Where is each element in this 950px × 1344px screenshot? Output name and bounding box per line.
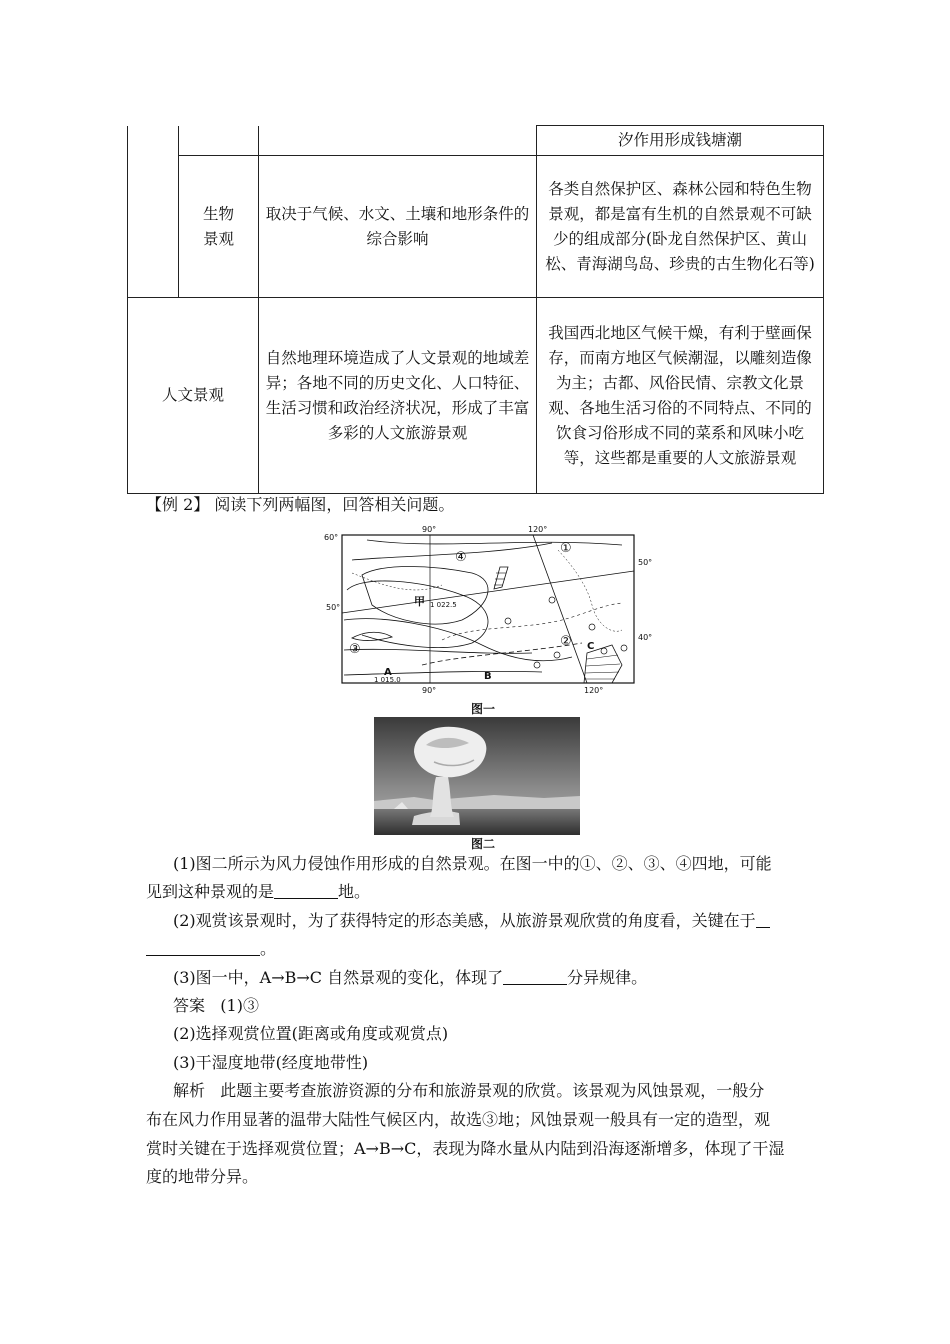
figure-1-caption: 图一 bbox=[471, 702, 496, 716]
point-4: ④ bbox=[455, 550, 467, 565]
table-spacer-cell bbox=[128, 126, 179, 298]
table-cell-cause: 取决于气候、水文、土壤和地形条件的综合影响 bbox=[259, 156, 537, 298]
analysis-text: 赏时关键在于选择观赏位置；A→B→C，表现为降水量从内陆到沿海逐渐增多，体现了干湿 bbox=[146, 1139, 785, 1158]
letter-a: A bbox=[384, 667, 392, 678]
climate-map bbox=[322, 525, 657, 700]
lat-label: 50° bbox=[326, 603, 341, 612]
lon-label: 120° bbox=[584, 686, 604, 695]
analysis-text: 度的地带分异。 bbox=[146, 1167, 259, 1186]
wind-erosion-photo bbox=[374, 717, 580, 835]
lat-label: 50° bbox=[638, 558, 653, 567]
letter-b: B bbox=[484, 671, 492, 682]
question-2-line bbox=[173, 907, 843, 935]
lon-label: 120° bbox=[528, 525, 548, 534]
question-1-line: (1)图二所示为风力侵蚀作用形成的自然景观。在图一中的①、②、③、④四地，可能 bbox=[173, 854, 772, 873]
answer-2: (2)选择观赏位置(距离或角度或观赏点) bbox=[173, 1024, 449, 1043]
answer-blank bbox=[146, 937, 260, 956]
table-cell-cause: 自然地理环境造成了人文景观的地域差异；各地不同的历史文化、人口特征、生活习惯和政治经济状况，形成了丰富多彩的人文旅游景观 bbox=[259, 298, 537, 494]
answer-label: 答案 bbox=[173, 996, 206, 1015]
lon-label: 90° bbox=[422, 686, 437, 695]
question-2-text: 。 bbox=[260, 939, 277, 958]
answer-blank bbox=[503, 966, 567, 985]
figure-2-caption: 图二 bbox=[471, 837, 496, 851]
table-cell-example: 汐作用形成钱塘潮 bbox=[537, 126, 824, 156]
answer-blank bbox=[274, 880, 338, 899]
high-pressure-center: 甲 bbox=[414, 595, 425, 608]
analysis-text: 布在风力作用显著的温带大陆性气候区内，故选③地；风蚀景观一般具有一定的造型，观 bbox=[146, 1110, 771, 1129]
question-1-line bbox=[146, 878, 816, 906]
answer-line bbox=[173, 992, 843, 1020]
answer-3: (3)干湿度地带(经度地带性) bbox=[173, 1053, 369, 1072]
analysis-text: 此题主要考查旅游资源的分布和旅游景观的欣赏。该景观为风蚀景观，一般分 bbox=[220, 1081, 765, 1100]
table-row-label bbox=[179, 156, 259, 298]
lat-label: 40° bbox=[638, 633, 653, 642]
example-heading bbox=[146, 491, 816, 519]
point-1: ① bbox=[560, 541, 572, 556]
lon-label: 90° bbox=[422, 525, 437, 534]
question-1-text: 地。 bbox=[338, 882, 371, 901]
letter-c: C bbox=[587, 641, 595, 652]
point-3: ③ bbox=[349, 642, 361, 657]
table-cell-example: 各类自然保护区、森林公园和特色生物景观，都是富有生机的自然景观不可缺少的组成部分(卧龙自然保护区、黄山松、青海湖鸟岛、珍贵的古生物化石等) bbox=[537, 156, 824, 298]
table-row-label: 人文景观 bbox=[128, 298, 259, 494]
question-2-text: (2)观赏该景观时，为了获得特定的形态美感，从旅游景观欣赏的角度看，关键在于 bbox=[173, 911, 756, 930]
question-3-line bbox=[173, 964, 843, 992]
analysis-line bbox=[173, 1077, 843, 1105]
answer-blank bbox=[756, 909, 770, 928]
isobar-label: 1 015.0 bbox=[374, 676, 401, 684]
isobar-label: 1 022.5 bbox=[430, 601, 457, 609]
answer-1: (1)③ bbox=[220, 996, 259, 1015]
example-tag: 【例 2】 bbox=[146, 495, 210, 514]
table-cell bbox=[259, 126, 537, 156]
point-2: ② bbox=[560, 634, 572, 649]
table-cell-example: 我国西北地区气候干燥，有利于壁画保存，而南方地区气候潮湿，以雕刻造像为主；古都、风俗民情、宗教文化景观、各地生活习俗的不同特点、不同的饮食习俗形成不同的菜系和风味小吃等，这些都是重要的人文旅游景观 bbox=[537, 298, 824, 494]
row-label-biological: 生物景观 bbox=[202, 204, 234, 248]
analysis-label: 解析 bbox=[173, 1081, 206, 1100]
question-3-text: 分异规律。 bbox=[567, 968, 648, 987]
question-1-text: 见到这种景观的是 bbox=[146, 882, 275, 901]
example-prompt: 阅读下列两幅图，回答相关问题。 bbox=[214, 495, 455, 514]
question-2-line bbox=[146, 935, 816, 963]
lat-label: 60° bbox=[324, 533, 339, 542]
table-cell bbox=[179, 126, 259, 156]
question-3-text: (3)图一中，A→B→C 自然景观的变化，体现了 bbox=[173, 968, 504, 987]
landscape-table bbox=[127, 125, 824, 494]
